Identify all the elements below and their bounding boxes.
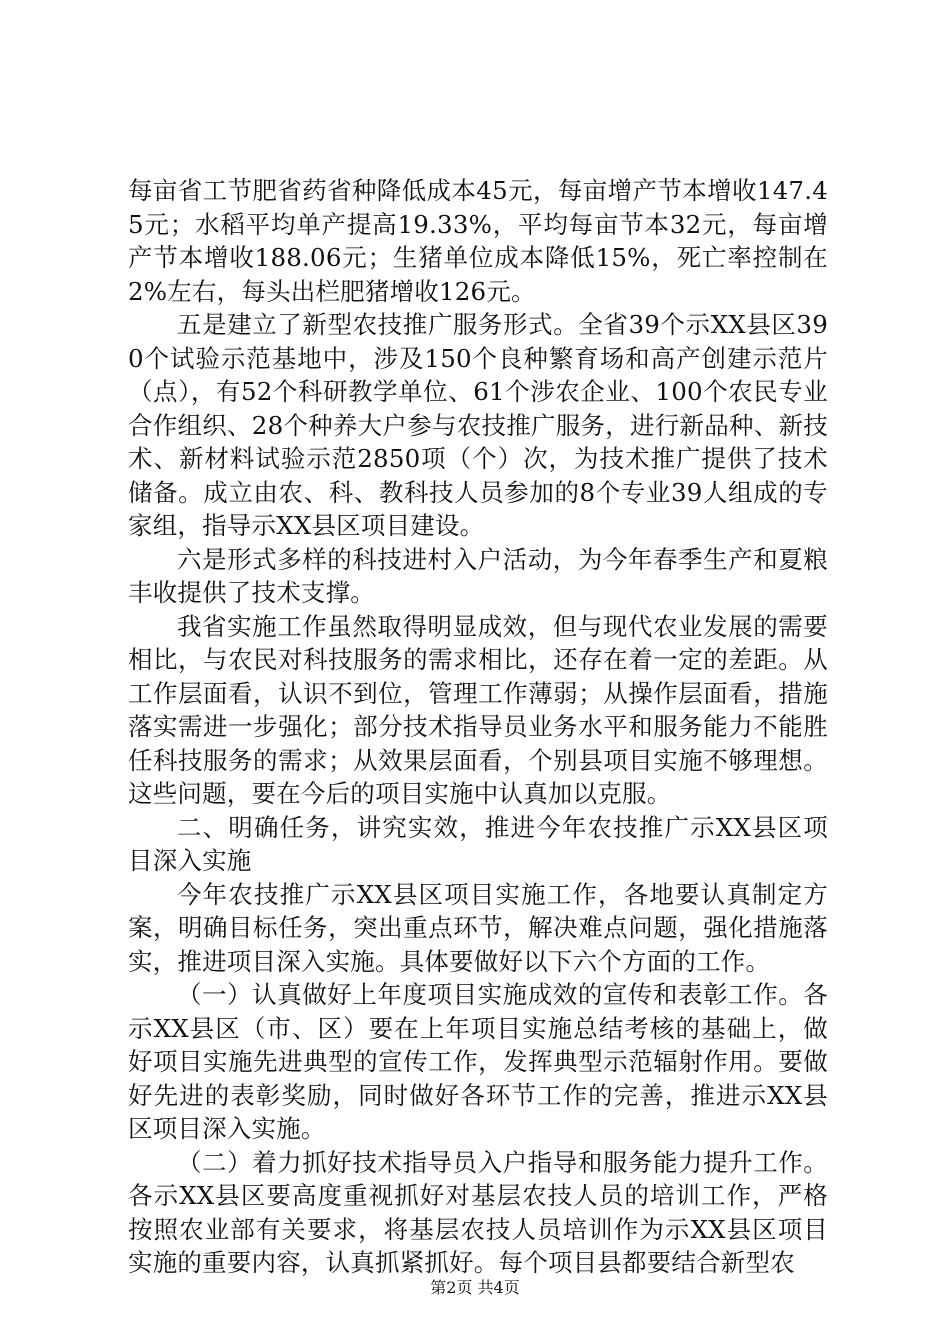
paragraph-cost-savings: 每亩省工节肥省药省种降低成本45元，每亩增产节本增收147.45元；水稻平均单产提高19.33%，平均每亩节本32元，每亩增产节本增收188.06元；生猪单位成本降低15%，死亡率控制在2%左右，每头出栏肥猪增收126元。	[128, 176, 828, 306]
paragraph-item-two: （二）着力抓好技术指导员入户指导和服务能力提升工作。各示XX县区要高度重视抓好对基层农技人员的培训工作，严格按照农业部有关要求，将基层农技人员培训作为示XX县区项目实施的重要内容，认真抓紧抓好。每个项目县都要结合新型农	[128, 1147, 828, 1277]
paragraph-this-year-tasks: 今年农技推广示XX县区项目实施工作，各地要认真制定方案，明确目标任务，突出重点环节，解决难点问题，强化措施落实，推进项目深入实施。具体要做好以下六个方面的工作。	[128, 879, 828, 976]
page-number-footer: 第2页 共4页	[430, 1278, 520, 1297]
paragraph-gaps: 我省实施工作虽然取得明显成效，但与现代农业发展的需要相比，与农民对科技服务的需求相比，还存在着一定的差距。从工作层面看，认识不到位，管理工作薄弱；从操作层面看，措施落实需进一步强化；部分技术指导员业务水平和服务能力不能胜任科技服务的需求；从效果层面看，个别县项目实施不够理想。这些问题，要在今后的项目实施中认真加以克服。	[128, 611, 828, 808]
paragraph-new-service-form: 五是建立了新型农技推广服务形式。全省39个示XX县区390个试验示范基地中，涉及150个良种繁育场和高产创建示范片（点），有52个科研教学单位、61个涉农企业、100个农民专业合作组织、28个种养大户参与农技推广服务，进行新品种、新技术、新材料试验示范2850项（个）次，为技术推广提供了技术储备。成立由农、科、教科技人员参加的8个专业39人组成的专家组，指导示XX县区项目建设。	[128, 310, 828, 540]
paragraph-item-one: （一）认真做好上年度项目实施成效的宣传和表彰工作。各示XX县区（市、区）要在上年项目实施总结考核的基础上，做好项目实施先进典型的宣传工作，发挥典型示范辐射作用。要做好先进的表彰奖励，同时做好各环节工作的完善，推进示XX县区项目深入实施。	[128, 980, 828, 1143]
document-body	[128, 174, 828, 1280]
paragraph-tech-activities: 六是形式多样的科技进村入户活动，为今年春季生产和夏粮丰收提供了技术支撑。	[128, 544, 828, 607]
section-heading-two: 二、明确任务，讲究实效，推进今年农技推广示XX县区项目深入实施	[128, 812, 828, 875]
